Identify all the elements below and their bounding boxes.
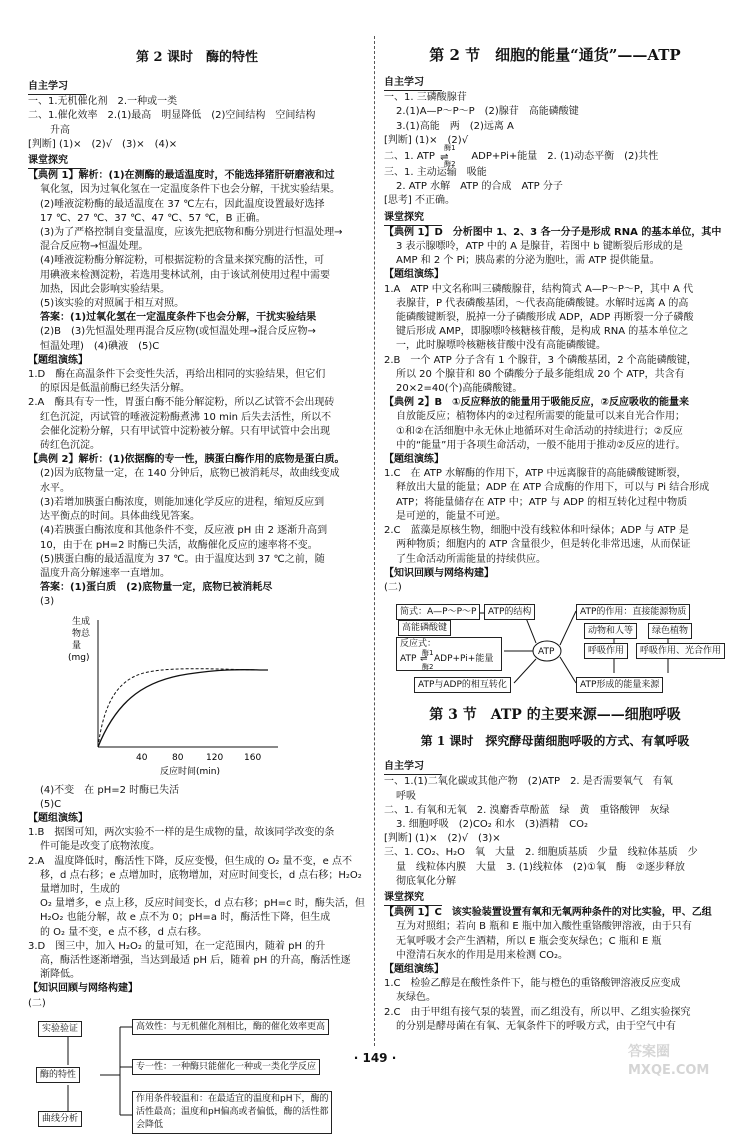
enzyme-label: 酶2 bbox=[422, 663, 434, 672]
node-mild-conditions bbox=[132, 1091, 332, 1134]
y-label-line: 生成 bbox=[72, 616, 91, 627]
lesson-title: 第 1 课时 探究酵母菌细胞呼吸的方式、有氧呼吸 bbox=[420, 734, 690, 749]
text-line: 2. ATP 水解 ATP 的合成 ATP 分子 bbox=[396, 181, 563, 193]
left-column bbox=[28, 40, 366, 1139]
section-title: 第 2 节 细胞的能量“通货”——ATP bbox=[429, 46, 681, 64]
text-line: 20×2=40(个)高能磷酸键。 bbox=[396, 383, 523, 395]
text-line: 2.(1)A—P～P～P (2)腺苷 高能磷酸键 bbox=[396, 106, 579, 118]
section-heading: 课堂探究 bbox=[384, 891, 442, 906]
x-tick: 40 bbox=[136, 752, 148, 763]
text-line: 二、1. ATP bbox=[384, 151, 435, 163]
watermark-logo bbox=[624, 1040, 744, 1080]
example-2 bbox=[384, 396, 726, 453]
text-line: 恒温处理) (4)碘液 (5)C bbox=[40, 340, 160, 352]
example-3 bbox=[384, 906, 726, 963]
text-line: 作用条件较温和：在最适宜的温度和pH下，酶的 bbox=[136, 1093, 329, 1104]
text-line: 会催化淀粉分解，只有甲试管中淀粉被分解。只有甲试管中会出现 bbox=[40, 425, 330, 437]
text-line: 能磷酸键断裂，脱掉一分子磷酸形成 ADP，ADP 再断裂一分子磷酸 bbox=[396, 312, 694, 324]
text-line: 【典例 1】D 分析图中 1、2、3 各一分子是形成 RNA 的基本单位，其中 bbox=[384, 226, 722, 238]
text-line: (2)因为底物量一定，在 140 分钟后，底物已被消耗尽，故曲线变成 bbox=[40, 468, 340, 480]
text-line: AMP 和 2 个 Pi；胰岛素的分泌为胞吐，需 ATP 提供能量。 bbox=[396, 255, 660, 267]
text-line: 2.B 一个 ATP 分子含有 1 个腺苷，3 个磷酸基团，2 个高能磷酸键， bbox=[384, 354, 697, 366]
drill-2 bbox=[384, 467, 726, 566]
enzyme-concept-map bbox=[28, 1015, 366, 1135]
drill-2 bbox=[28, 826, 366, 982]
text-line: 高，酶活性逐渐增强，当达到最适 pH 后，随着 pH 的升高，酶活性逐 bbox=[40, 954, 351, 966]
self-study bbox=[384, 775, 726, 889]
text-line: ADP+Pi+能量 bbox=[434, 654, 494, 665]
enzyme-label: 酶2 bbox=[444, 160, 456, 169]
drill-1 bbox=[28, 368, 366, 453]
text-line: 一，此时腺嘌呤核糖核苷酸中没有高能磷酸键。 bbox=[396, 340, 606, 352]
text-line: (4)唾液淀粉酶分解淀粉，可根据淀粉的含量来探究酶的活性，可 bbox=[40, 255, 325, 267]
text-line: 一、1. 三磷酸腺苷 bbox=[384, 92, 467, 104]
text-line: 无氧呼吸才会产生酒精，所以 E 瓶会变灰绿色；C 瓶和 E 瓶 bbox=[396, 935, 662, 947]
text-line: 一、1.(1)二氧化碳或其他产物 (2)ATP 2. 是否需要氧气 有氧 bbox=[384, 776, 673, 788]
node-high-energy-bond: 高能磷酸键 bbox=[398, 620, 451, 636]
section-heading: 自主学习 bbox=[384, 76, 442, 91]
text-line: [判断] (1)× (2)√ bbox=[384, 134, 469, 146]
node-atp-adp-conversion: ATP与ADP的相互转化 bbox=[414, 677, 511, 693]
text-line: (3) bbox=[40, 596, 55, 608]
text-line: 【典例 1】C 该实验装置设置有氧和无氧两种条件的对比实验，甲、乙组 bbox=[384, 907, 712, 919]
text-line: 答案：(1)蛋白质 (2)底物量一定，底物已被消耗尽 bbox=[40, 582, 273, 594]
text-line: 答案：(1)过氧化氢在一定温度条件下也会分解，干扰实验结果 bbox=[40, 312, 317, 324]
text-line: 水平。 bbox=[40, 482, 70, 494]
text-line: 1.A ATP 中文名称叫三磷酸腺苷，结构简式 A—P～P～P，其中 A 代 bbox=[384, 283, 694, 295]
text-line: 两种物质；细胞内的 ATP 含量很少，但是转化非常迅速，从而保证 bbox=[396, 539, 691, 551]
node-animals: 动物和人等 bbox=[584, 623, 637, 639]
text-line: 2.C 由于甲组有接气泵的装置，而乙组没有，所以甲、乙组实验探究 bbox=[384, 1006, 691, 1018]
text-line: 达平衡点的时间。具体曲线见答案。 bbox=[40, 511, 200, 523]
text-line: 二、1. 有氧和无氧 2. 溴麝香草酚蓝 绿 黄 重铬酸钾 灰绿 bbox=[384, 804, 670, 816]
x-tick: 120 bbox=[206, 752, 224, 763]
text-line: 2.A 酶具有专一性，胃蛋白酶不能分解淀粉，所以乙试管不会出现砖 bbox=[28, 397, 335, 409]
text-line: 量 线粒体内膜 大量 3. (1)线粒体 (2)①氧 酶 ②逐步释放 bbox=[396, 861, 685, 873]
text-line: (2)唾液淀粉酶的最适温度在 37 ℃左右，因此温度设置最好选择 bbox=[40, 198, 325, 210]
text-line: 所以 20 个腺苷和 80 个磷酸分子最多能组成 20 个 ATP，共含有 bbox=[396, 368, 685, 380]
arrow-icon: ⇌ bbox=[440, 152, 449, 164]
text-line: 了生命活动所需能量的持续供应。 bbox=[396, 553, 546, 565]
example-2 bbox=[28, 453, 366, 609]
reaction-line bbox=[384, 144, 726, 169]
node-specificity: 专一性：一种酶只能催化一种或一类化学反应 bbox=[132, 1059, 320, 1075]
watermark-icon bbox=[624, 1040, 744, 1080]
text-line: 1.D 酶在高温条件下会变性失活，再给出相同的实验结果，但它们 bbox=[28, 369, 326, 381]
arrow-icon: ⇌ bbox=[420, 654, 428, 665]
node-plants: 绿色植物 bbox=[648, 623, 692, 639]
text-line: 17 ℃、27 ℃、37 ℃、47 ℃、57 ℃，B 正确。 bbox=[40, 212, 266, 224]
text-line: 三、1. 主动运输 吸能 bbox=[384, 167, 487, 179]
text-line: O₂ 量增多，e 点上移，反应时间变长，d 点右移；pH=c 时，酶失活，但 bbox=[40, 898, 365, 910]
example-1 bbox=[384, 226, 726, 269]
text-line: 用碘液来检测淀粉，若选用斐林试剂，由于该试剂使用过程中需要 bbox=[40, 269, 330, 281]
node-experiment: 实验验证 bbox=[38, 1021, 82, 1037]
column-divider bbox=[374, 36, 375, 1046]
text-line: 【典例 2】解析：(1)依据酶的专一性，胰蛋白酶作用的底物是蛋白质。 bbox=[28, 454, 345, 466]
text-line: 【典例 1】解析：(1)在测酶的最适温度时，不能选择猪肝研磨液和过 bbox=[28, 170, 335, 182]
text-line: 【典例 2】B ①反应释放的能量用于吸能反应，②反应吸收的能量来 bbox=[384, 397, 689, 409]
text-line: 移，d 点右移；e 点增加时，底物增加，对应时间变长，d 点右移；H₂O₂ 量增加时，生成的 bbox=[40, 869, 362, 895]
text-line: 呼吸 bbox=[396, 790, 416, 802]
text-line: 释放出大量的能量；ADP 在 ATP 合成酶的作用下，可以与 Pi 结合形成 bbox=[396, 482, 710, 494]
example-1 bbox=[28, 169, 366, 354]
section-heading: 【知识回顾与网络构建】 bbox=[384, 567, 494, 579]
text-line: [思考] 不正确。 bbox=[384, 195, 455, 207]
text-line: 2.A 温度降低时，酶活性下降，反应变慢，但生成的 O₂ 量不变，e 点不 bbox=[28, 855, 352, 867]
node-efficiency: 高效性：与无机催化剂相比，酶的催化效率更高 bbox=[132, 1019, 329, 1035]
text-line: 混合反应物→恒温处理。 bbox=[40, 241, 149, 253]
graph-svg bbox=[68, 612, 298, 780]
section-heading: 【题组演练】 bbox=[384, 454, 444, 466]
section-heading: 【题组演练】 bbox=[384, 963, 444, 975]
lesson-title: 第 2 课时 酶的特性 bbox=[135, 50, 259, 65]
node-respiration-photosynthesis: 呼吸作用、光合作用 bbox=[636, 643, 725, 659]
section-title: 第 3 节 ATP 的主要来源——细胞呼吸 bbox=[429, 707, 681, 724]
text-line: 1.B 据图可知，两次实验不一样的是生成物的量，故该同学改变的条 bbox=[28, 827, 335, 839]
y-label-line: (mg) bbox=[68, 652, 90, 663]
text-line: ATP；将能量储存在 ATP 中；ATP 与 ADP 的相互转化过程中物质 bbox=[396, 496, 688, 508]
text-line: ADP+Pi+能量 2. (1)动态平衡 (2)共性 bbox=[471, 151, 659, 163]
page-number: · 149 · bbox=[353, 1051, 397, 1065]
text-line: 3.D 图三中，加入 H₂O₂ 的量可知，在一定范围内，随着 pH 的升 bbox=[28, 940, 326, 952]
reversible-arrow bbox=[438, 144, 468, 169]
text-line: 3.(1)高能 两 (2)远离 A bbox=[396, 120, 514, 132]
x-tick: 160 bbox=[244, 752, 262, 763]
node-atp-center: ATP bbox=[538, 647, 555, 658]
drill-1 bbox=[384, 283, 726, 397]
drill-3 bbox=[384, 977, 726, 1034]
right-column bbox=[384, 40, 726, 1034]
text-line: 的原因是低温前酶已经失活分解。 bbox=[40, 383, 190, 395]
node-reaction bbox=[396, 637, 502, 671]
original-curve bbox=[98, 669, 268, 746]
section-heading: 【题组演练】 bbox=[28, 354, 88, 366]
text-line: H₂O₂ 也能分解，故 e 点不为 0；pH=a 时，酶活性下降，但生成 bbox=[40, 912, 331, 924]
text-line: 加热，因此会影响实验结果。 bbox=[40, 283, 170, 295]
node-respiration: 呼吸作用 bbox=[584, 643, 628, 659]
atp-concept-map bbox=[384, 599, 726, 694]
text-line: 灰绿色。 bbox=[396, 992, 436, 1004]
text-line: 温度升高分解速率一直增加。 bbox=[40, 567, 170, 579]
text-line: 的 O₂ 量不变，e 点不移，d 点右移。 bbox=[40, 926, 208, 938]
increased-enzyme-curve bbox=[98, 668, 268, 746]
text-line: 中澄清石灰水的作用是用来检测 CO₂。 bbox=[396, 949, 569, 961]
section-heading: 【题组演练】 bbox=[384, 269, 444, 281]
node-curve-analysis: 曲线分析 bbox=[38, 1111, 82, 1127]
node-energy-source: ATP形成的能量来源 bbox=[576, 677, 663, 693]
text-line: 砖红色沉淀。 bbox=[40, 440, 100, 452]
node-atp-function: ATP的作用：直接能源物质 bbox=[576, 604, 690, 620]
text-line: 二、1.催化效率 2.(1)最高 明显降低 (2)空间结构 空间结构 bbox=[28, 110, 316, 122]
text-line: 反应式： bbox=[400, 639, 437, 650]
text-line: 件可能是改变了底物浓度。 bbox=[40, 841, 160, 853]
text-line: 自放能反应；植物体内的②过程所需要的能量可以来自光合作用； bbox=[396, 411, 685, 423]
text-line: 1.C 在 ATP 水解酶的作用下，ATP 中远离腺苷的高能磷酸键断裂， bbox=[384, 468, 687, 480]
node-atp-structure: ATP的结构 bbox=[484, 604, 535, 620]
text-line: (二) bbox=[384, 581, 402, 593]
text-line: 表腺苷，P 代表磷酸基团，～代表高能磷酸键。水解时远离 A 的高 bbox=[396, 297, 689, 309]
text-line: (5)C bbox=[40, 798, 62, 810]
text-line: (4)若胰蛋白酶浓度和其他条件不变，反应液 pH 由 2 逐渐升高到 bbox=[40, 525, 328, 537]
text-line: 氧化氢，因为过氧化氢在一定温度条件下也会分解，干扰实验结果。 bbox=[40, 184, 340, 196]
section-heading: 【知识回顾与网络构建】 bbox=[28, 983, 138, 995]
text-line: ①和②在活细胞中永无休止地循环对生命活动的持续进行；②反应 bbox=[396, 425, 683, 437]
section-heading: 课堂探究 bbox=[384, 211, 442, 226]
text-line: 2.C 蓝藻是原核生物，细胞中没有线粒体和叶绿体；ADP 与 ATP 是 bbox=[384, 525, 689, 537]
section-heading: 自主学习 bbox=[384, 760, 442, 775]
product-time-graph bbox=[68, 612, 366, 782]
x-tick: 80 bbox=[172, 752, 184, 763]
text-line: [判断] (1)× (2)√ (3)× (4)× bbox=[28, 138, 178, 150]
text-line: 彻底氧化分解 bbox=[396, 875, 456, 887]
y-label-line: 量 bbox=[72, 640, 82, 651]
node-atp-formula: 简式：A—P～P～P bbox=[396, 604, 480, 620]
y-label-line: 物总 bbox=[72, 628, 91, 639]
text-line: 会降低 bbox=[136, 1119, 164, 1130]
text-line: 红色沉淀，丙试管的唾液淀粉酶煮沸 10 min 后失去活性，所以不 bbox=[40, 411, 332, 423]
text-line: (5)胰蛋白酶的最适温度为 37 ℃。由于温度达到 37 ℃之前，随 bbox=[40, 553, 325, 565]
enzyme-label: 酶1 bbox=[422, 649, 434, 658]
svg-text:答案圈: 答案圈 bbox=[628, 1044, 670, 1060]
svg-text:MXQE.COM: MXQE.COM bbox=[628, 1063, 710, 1078]
text-line: 活性最高；温度和pH偏高或者偏低，酶的活性都 bbox=[136, 1106, 329, 1117]
text-line: (3)为了严格控制自变量温度，应该先把底物和酶分别进行恒温处理→ bbox=[40, 227, 343, 239]
text-line: (2)B (3)先恒温处理再混合反应物(或恒温处理→混合反应物→ bbox=[40, 326, 316, 338]
text-line: 中的“能量”用于各项生命活动，一般不能用于推动②反应的进行。 bbox=[396, 439, 686, 451]
text-line: 渐降低。 bbox=[40, 969, 80, 981]
text-line: ATP bbox=[400, 654, 417, 665]
text-line: (5)该实验的对照属于相互对照。 bbox=[40, 298, 185, 310]
text-line: 互为对照组；若向 B 瓶和 E 瓶中加入酸性重铬酸钾溶液，由于只有 bbox=[396, 921, 692, 933]
text-line: 3. 细胞呼吸 (2)CO₂ 和水 (3)酒精 CO₂ bbox=[396, 818, 588, 830]
text-line: 升高 bbox=[50, 124, 70, 136]
section-heading: 自主学习 bbox=[28, 80, 86, 95]
text-line: 一、1.无机催化剂 2.一种或一类 bbox=[28, 96, 178, 108]
text-line: 三、1. CO₂、H₂O 氧 大量 2. 细胞质基质 少量 线粒体基质 少 bbox=[384, 847, 698, 859]
section-heading: 课堂探究 bbox=[28, 154, 86, 169]
x-axis-label: 反应时间(min) bbox=[160, 766, 220, 777]
text-line: 是可逆的，能量不可逆。 bbox=[396, 510, 506, 522]
text-line: 的分别是酵母菌在有氧、无氧条件下的呼吸方式，由于空气中有 bbox=[396, 1020, 676, 1032]
text-line: 10，由于在 pH=2 时酶已失活，故酶催化反应的速率将不变。 bbox=[40, 539, 318, 551]
section-heading: 【题组演练】 bbox=[28, 812, 88, 824]
text-line: (4)不变 在 pH=2 时酶已失活 bbox=[40, 784, 180, 796]
text-line: [判断] (1)× (2)√ (3)× bbox=[384, 833, 501, 845]
text-line: 键后形成 AMP，即腺嘌呤核糖核苷酸，是构成 RNA 的基本单位之 bbox=[396, 326, 689, 338]
text-line: 1.C 检验乙醇是在酸性条件下，能与橙色的重铬酸钾溶液反应变成 bbox=[384, 978, 681, 990]
text-line: (二) bbox=[28, 997, 46, 1009]
enzyme-label: 酶1 bbox=[444, 144, 456, 153]
text-line: (3)若增加胰蛋白酶浓度，则能加速化学反应的进程，缩短反应到 bbox=[40, 496, 325, 508]
node-enzyme-properties: 酶的特性 bbox=[36, 1067, 80, 1083]
text-line: 3 表示腺嘌呤，ATP 中的 A 是腺苷，若图中 b 键断裂后形成的是 bbox=[396, 241, 683, 253]
